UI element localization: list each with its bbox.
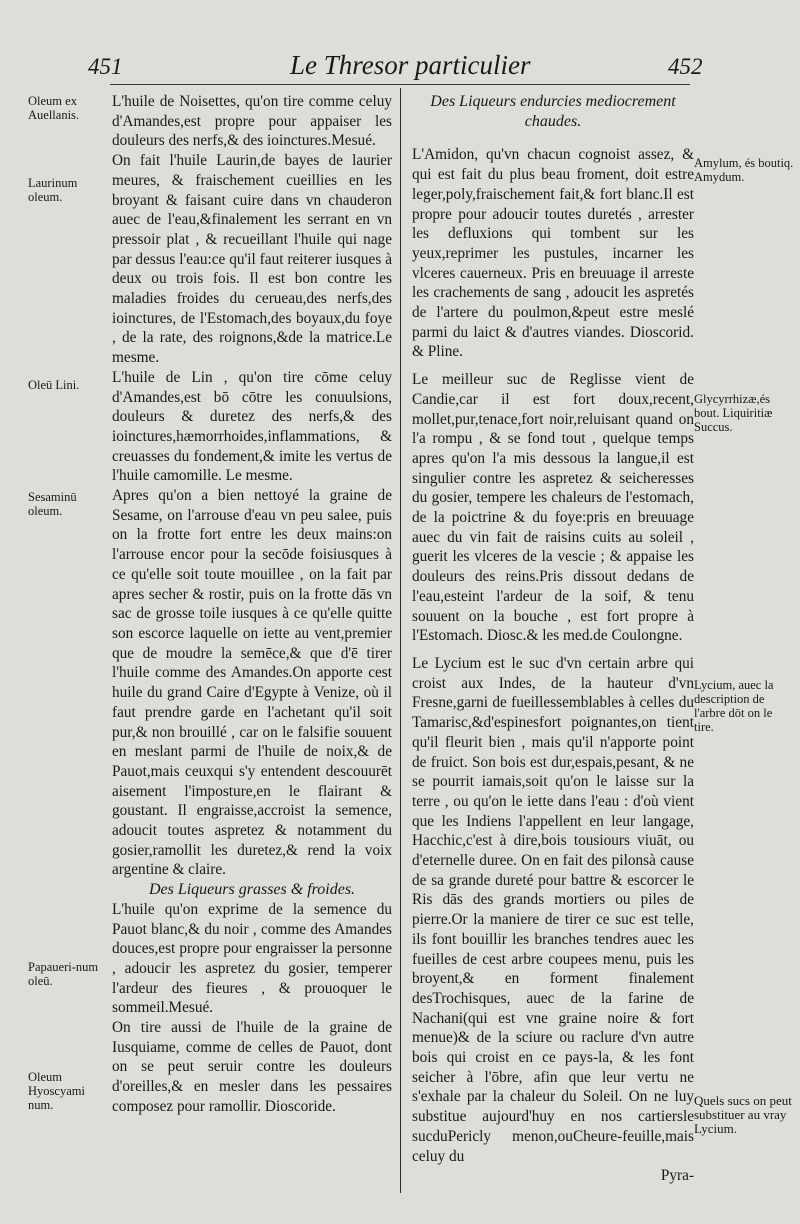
margin-note-amylum: Amylum, és boutiq. Amydum. [694, 156, 794, 184]
margin-note-quels-sucs: Quels sucs on peut substituer au vray Lycium. [694, 1093, 792, 1136]
margin-note-auellanis: Oleum ex Auellanis. [28, 94, 80, 122]
header-rule [110, 84, 690, 85]
paragraph-lin: L'huile de Lin , qu'on tire cōme celuy d'Amandes,est bō cōtre les conuulsions, douleurs & duretez des nerfs,& des ioinctures,hæmorrhoides,inflammations, & creuasses du fondement,& imite les vertus de l'huile camomille. Le mesme. [112, 368, 392, 485]
left-column [112, 92, 392, 1117]
paragraph-amidon: L'Amidon, qu'vn chacun cognoist assez, & qui est fait du plus beau froment, doit estre leger,poly,fraischement fait,& fort blanc.Il est propre pour adoucir toutes duretés , arrester les defluxions qui tombent sur les yeux,reprimer les pustules, incarner les vlceres cauerneux. Pris en breuuage il arreste les crachements de sang , adoucit les aspretés de l'artere du poulmon,&peut estre meslé parmi du laict & d'autres viandes. Dioscorid. & Pline. [412, 146, 694, 361]
section-heading-endurcies: Des Liqueurs endurcies mediocrement chaudes. [430, 93, 676, 130]
right-column [412, 92, 694, 1186]
paragraph-laurin: On fait l'huile Laurin,de bayes de laurier meures, & fraischement cueillies en les broyant & faisant cuire dans vn chauderon auec de l'eau,&finalement les serrant en vn pressoir plat , & recueillant l'huile qui nage par dessus l'eau:ce qu'il faut reiterer iusques à deux ou trois fois. Il est bon contre les maladies froides du cerueau,des nerfs,des ioinctures, de l'Estomach,des boyaux,du foye , de la rate, des roignons,&de la matrice.Le mesme. [112, 152, 392, 367]
margin-note-lini: Oleū Lini. [28, 378, 80, 392]
margin-note-papauerinum: Papaueri-num oleū. [28, 960, 99, 988]
paragraph-pauot: L'huile qu'on exprime de la semence du Pauot blanc,& du noir , comme des Amandes douces,est propre pour engraisser la personne , adoucir les aspretez du gosier, temperer l'ardeur des fieures , & prouoquer le sommeil.Mesué. [112, 900, 392, 1017]
page-number-right: 452 [668, 54, 703, 79]
paragraph-lycium: Le Lycium est le suc d'vn certain arbre qui croist aux Indes, de la hauteur d'vn Fresne,garni de fueillessemblables à celles du Tamarisc,&d'espinesfort poignantes,on tient qu'il fleurit bien , mais qu'il n'apporte point de fruict. Son bois est dur,espais,pesant, & ne se pourrit iamais,soit qu'on le laisse sur la terre , ou qu'on le iette dans l'eau : d'où vient que les Indiens l'appellent en leur langage, Hacchic,c'est à dire,bois tousiours viuāt, ou d'eternelle duree. On en fait des pilonsà cause de sa grande dureté pour battre & escorcer le Ris dās des grands mortiers ou piles de pierre.Or la maniere de tirer ce suc est telle, ils font bouillir les branches tendres auec les fueilles de cest arbre coupees menu, puis les broyent,& en forment finalement desTrochisques, auec de la farine de Nachani(qui est vne graine noire & fort menue)& de la sciure ou raclure d'vn autre bois qui croist en ce pays-la, & les font seicher à l'ōbre, afin que leur vertu ne s'exhale par la chaleur du Soleil. On ne luy substitue aujourd'huy en nos cartiersle sucduPericly menon,ouCheure-feuille,mais celuy du [412, 654, 694, 1165]
running-title: Le Thresor particulier [290, 50, 531, 80]
margin-note-lycium: Lycium, auec la description de l'arbre dōt on le tire. [694, 678, 774, 734]
paragraph-iusquiame: On tire aussi de l'huile de la graine de Iusquiame, comme de celles de Pauot, dont on se peut seruir contre les douleurs d'oreilles,& en mesler dans les pessaires composez pour ramollir. Dioscoride. [112, 1019, 392, 1115]
paragraph-noisettes: L'huile de Noisettes, qu'on tire comme celuy d'Amandes,est propre pour appaiser les douleurs des nerfs,& des ioinctures.Mesué. [112, 93, 392, 150]
paragraph-sesame: Apres qu'on a bien nettoyé la graine de Sesame, on l'arrouse d'eau vn peu salee, puis on la frotte fort entre les deux mains:on l'arrouse encor pour la secōde foisiusques à ce qu'elle soit toute mouillee , on la fait par apres secher & rostir, puis on la frotte dās vn sac de grosse toile iusques à ce qu'elle quitte son escorce laquelle on iette au vent,premier que de moudre la semēce,& que d'ē tirer l'huile comme des Amandes.On apporte cest huile du grand Caire d'Egypte à Venize, où il faut prendre garde en l'achetant qu'il soit pur,& non brouillé , car on le falsifie souuent en meslant parmi de l'huile de noix,& de Pauot,mais ceuxqui s'y entendent descouurēt aisement l'imposture,en le flairant & goustant. Il engraisse,accroist la semence, adoucit toutes aspretez & notamment du gosier,ramollit les duretez,& rend la voix argentine & claire. [112, 487, 392, 879]
margin-note-glycyrrhizae: Glycyrrhizæ,és bout. Liquiritiæ Succus. [694, 392, 773, 434]
paragraph-reglisse: Le meilleur suc de Reglisse vient de Candie,car il est fort doux,recent, mollet,pur,tenace,fort noir,reluisant quand on l'a rompu , & se fond tout , quelque temps apres qu'on l'a mis dessous la langue,il est singulier contre les aspretez & seicheresses du gosier, tempere les chaleurs de l'estomach, de la poictrine & du foye:pris en breuuage auec du vin fait de raisins cuits au soleil , guerit les vlceres de la vescie ; & appaise les douleurs des reins.Pris dissout dedans de l'eau,esteint l'ardeur de la soif, & tenu souuent on la bouche , est fort propre à l'Estomach. Diosc.& les med.de Coulongne. [412, 371, 694, 645]
section-heading-grasses: Des Liqueurs grasses & froides. [148, 881, 356, 899]
page-number-left: 451 [88, 54, 123, 79]
margin-note-laurinum: Laurinum oleum. [28, 176, 78, 204]
margin-note-sesaminum: Sesaminū oleum. [28, 490, 77, 518]
page-header [0, 50, 800, 84]
catchword: Pyra- [660, 1167, 694, 1185]
margin-note-hyoscyami: Oleum Hyoscyami num. [28, 1070, 85, 1112]
column-divider [400, 88, 401, 1193]
